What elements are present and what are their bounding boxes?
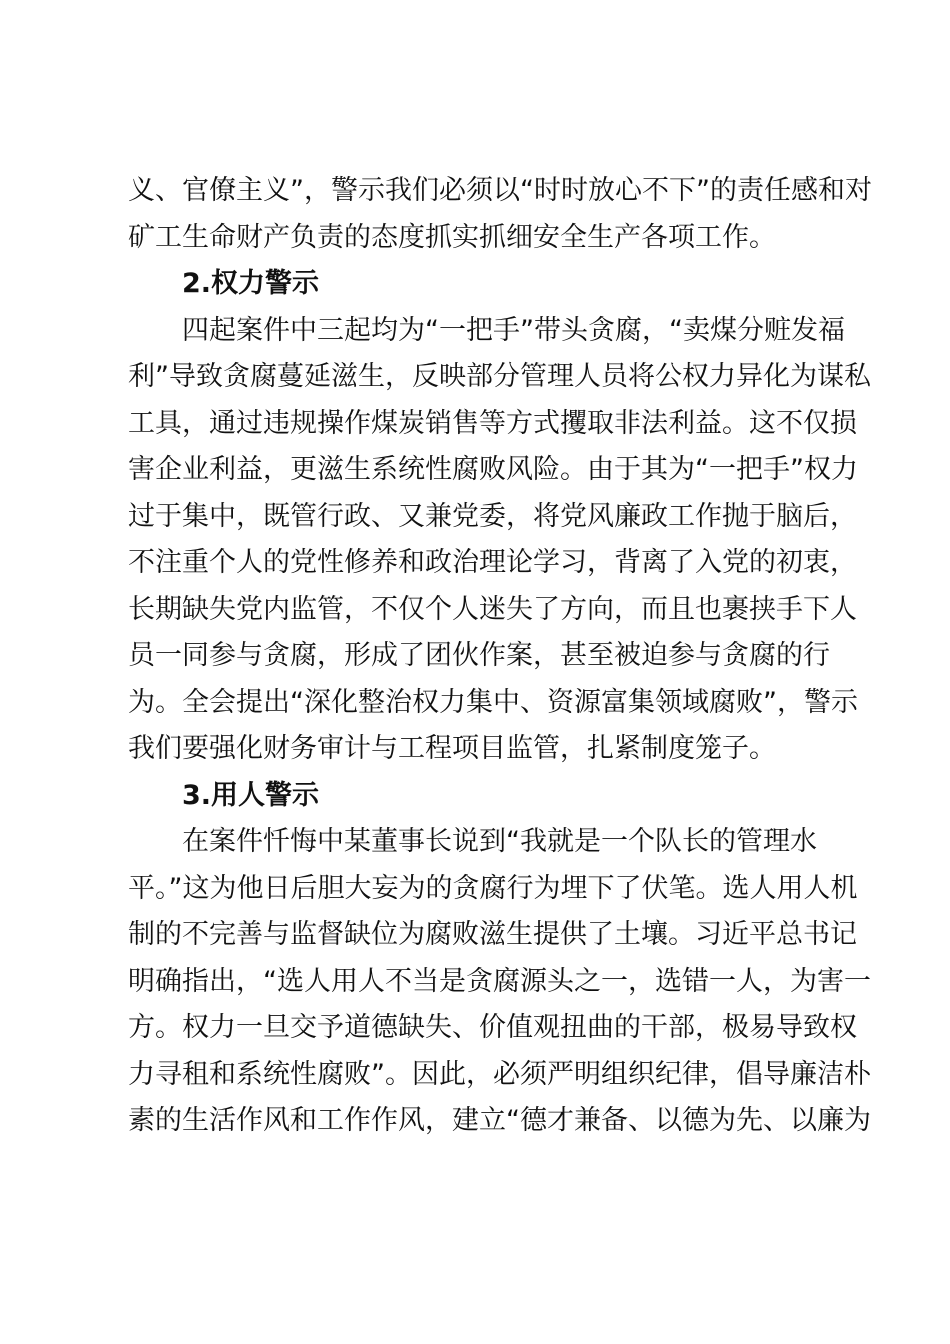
paragraph-3-line: 明确指出，“选人用人不当是贪腐源头之一，选错一人，为害一	[128, 965, 871, 997]
section-heading-power-warning: 2.权力警示	[182, 268, 320, 299]
paragraph-3-line: 方。权力一旦交予道德缺失、价值观扭曲的干部，极易导致权	[128, 1012, 857, 1043]
paragraph-2-line: 四起案件中三起均为“一把手”带头贪腐，“卖煤分赃发福	[182, 314, 845, 346]
paragraph-3-line: 平。”这为他日后胆大妄为的贪腐行为埋下了伏笔。选人用人机	[128, 872, 858, 904]
paragraph-2-line: 利”导致贪腐蔓延滋生，反映部分管理人员将公权力异化为谋私	[128, 361, 871, 392]
paragraph-2-line: 我们要强化财务审计与工程项目监管，扎紧制度笼子。	[128, 733, 776, 764]
paragraph-3-line: 在案件忏悔中某董事长说到“我就是一个队长的管理水	[182, 826, 817, 857]
section-heading-personnel-warning: 3.用人警示	[182, 779, 320, 811]
paragraph-3-line: 制的不完善与监督缺位为腐败滋生提供了土壤。习近平总书记	[128, 919, 857, 950]
paragraph-2-line: 过于集中，既管行政、又兼党委，将党风廉政工作抛于脑后，	[128, 500, 857, 532]
paragraph-3-line: 素的生活作风和工作作风，建立“德才兼备、以德为先、以廉为	[128, 1105, 871, 1136]
paragraph-2-line: 害企业利益，更滋生系统性腐败风险。由于其为“一把手”权力	[128, 454, 858, 485]
paragraph-1-line: 矿工生命财产负责的态度抓实抓细安全生产各项工作。	[128, 221, 776, 253]
paragraph-2-line: 员一同参与贪腐，形成了团伙作案，甚至被迫参与贪腐的行	[128, 640, 830, 671]
paragraph-2-line: 长期缺失党内监管，不仅个人迷失了方向，而且也裹挟手下人	[128, 593, 857, 625]
paragraph-3-line: 力寻租和系统性腐败”。因此，必须严明组织纪律，倡导廉洁朴	[128, 1058, 871, 1090]
paragraph-2-line: 不注重个人的党性修养和政治理论学习，背离了入党的初衷，	[128, 547, 857, 578]
document-body	[128, 168, 872, 1145]
paragraph-2-line: 为。全会提出“深化整治权力集中、资源富集领域腐败”，警示	[128, 686, 858, 718]
paragraph-2-line: 工具，通过违规操作煤炭销售等方式攫取非法利益。这不仅损	[128, 407, 857, 439]
paragraph-1-line: 义、官僚主义”，警示我们必须以“时时放心不下”的责任感和对	[128, 175, 872, 206]
